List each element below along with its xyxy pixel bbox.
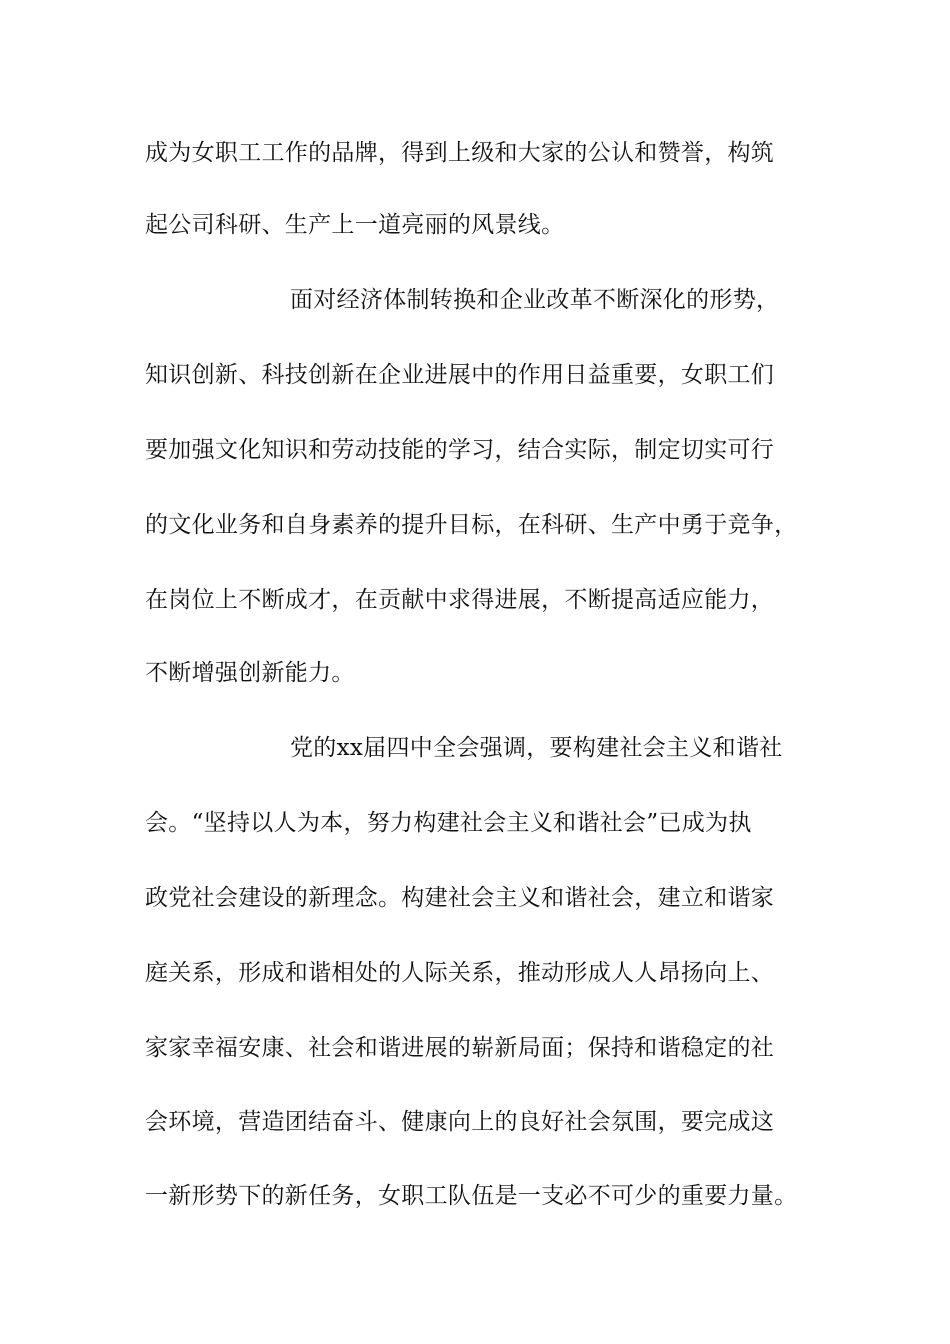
text-line: 在岗位上不断成才，在贡献中求得进展，不断提高适应能力， <box>145 587 775 613</box>
text-line: 知识创新、科技创新在企业进展中的作用日益重要，女职工们 <box>145 362 775 388</box>
text-line: 会。“坚持以人为本，努力构建社会主义和谐社会”已成为执 <box>145 810 752 836</box>
text-line: 会环境，营造团结奋斗、健康向上的良好社会氛围，要完成这 <box>145 1109 775 1135</box>
text-line: 面对经济体制转换和企业改革不断深化的形势， <box>290 287 780 313</box>
text-line: 不断增强创新能力。 <box>145 660 355 686</box>
text-line: 的文化业务和自身素养的提升目标，在科研、生产中勇于竞争， <box>145 512 798 538</box>
text-line: 要加强文化知识和劳动技能的学习，结合实际，制定切实可行 <box>145 437 775 463</box>
text-line: 成为女职工工作的品牌，得到上级和大家的公认和赞誉，构筑 <box>145 140 775 166</box>
text-line: 家家幸福安康、社会和谐进展的崭新局面；保持和谐稳定的社 <box>145 1035 775 1061</box>
text-line: 党的xx届四中全会强调，要构建社会主义和谐社 <box>290 735 783 761</box>
text-line: 政党社会建设的新理念。构建社会主义和谐社会，建立和谐家 <box>145 885 775 911</box>
text-line: 庭关系，形成和谐相处的人际关系，推动形成人人昂扬向上、 <box>145 960 775 986</box>
text-line: 一新形势下的新任务，女职工队伍是一支必不可少的重要力量。 <box>145 1183 798 1209</box>
text-line: 起公司科研、生产上一道亮丽的风景线。 <box>145 212 565 238</box>
